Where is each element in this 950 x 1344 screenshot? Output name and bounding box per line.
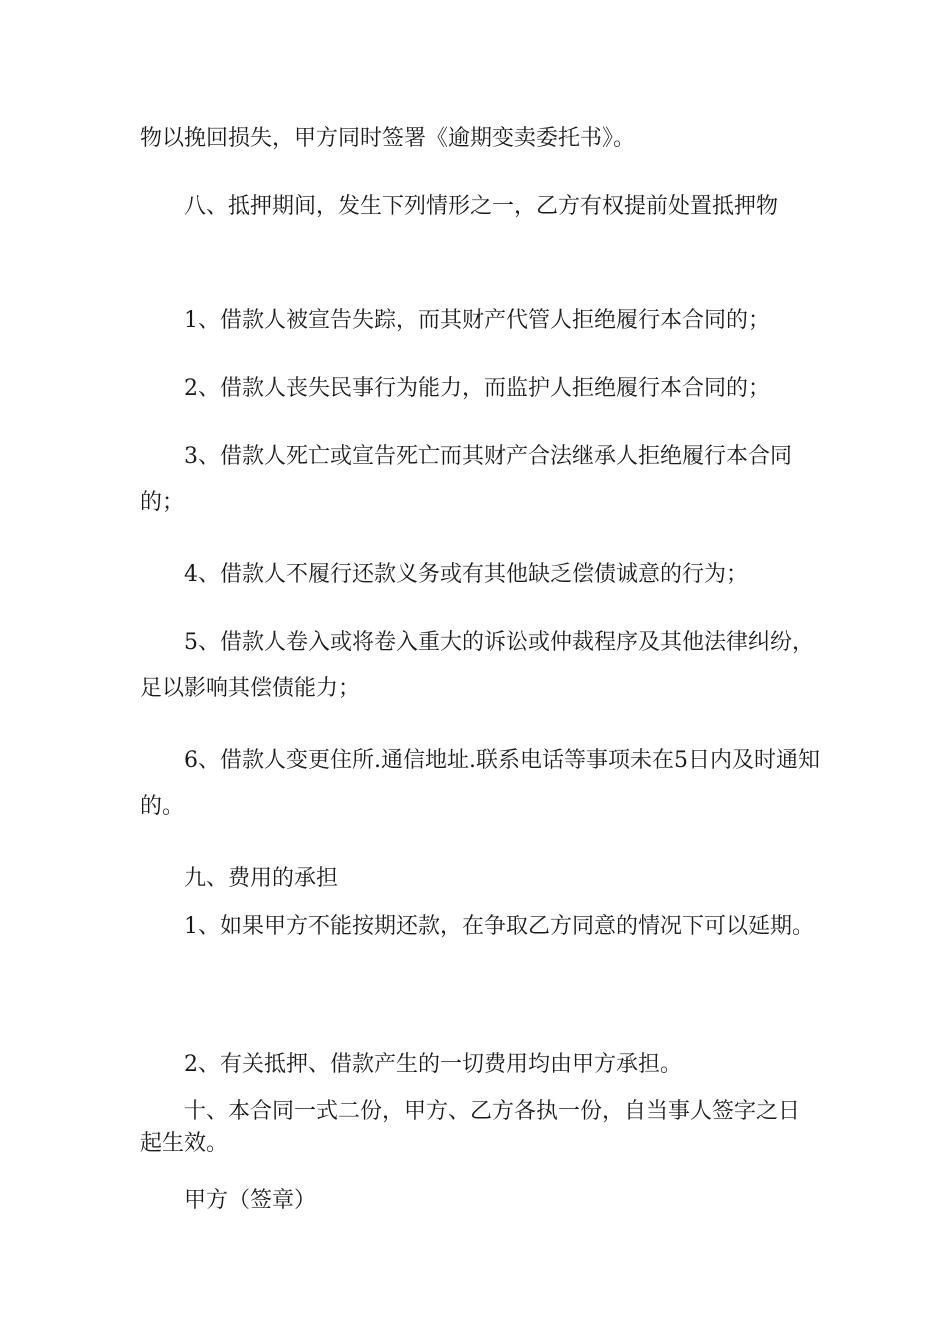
section-8-heading: 八、抵押期间，发生下列情形之一，乙方有权提前处置抵押物	[184, 194, 779, 219]
clause-9-1: 1、如果甲方不能按期还款，在争取乙方同意的情况下可以延期。	[184, 914, 814, 939]
party-a-signature: 甲方（签章）	[184, 1188, 317, 1213]
section-10: 十、本合同一式二份，甲方、乙方各执一份，自当事人签字之日起生效。	[140, 1099, 801, 1156]
clause-8-1: 1、借款人被宣告失踪，而其财产代管人拒绝履行本合同的；	[184, 308, 770, 333]
clause-8-4: 4、借款人不履行还款义务或有其他缺乏偿债诚意的行为；	[184, 562, 748, 587]
paragraph-continuation: 物以挽回损失，甲方同时签署《逾期变卖委托书》。	[140, 126, 636, 151]
clause-8-3: 3、借款人死亡或宣告死亡而其财产合法继承人拒绝履行本合同的；	[140, 444, 792, 515]
clause-8-2: 2、借款人丧失民事行为能力，而监护人拒绝履行本合同的；	[184, 376, 770, 401]
section-9-heading: 九、费用的承担	[184, 866, 339, 891]
clause-8-5: 5、借款人卷入或将卷入重大的诉讼或仲裁程序及其他法律纠纷，足以影响其偿债能力；	[140, 630, 814, 701]
clause-9-2: 2、有关抵押、借款产生的一切费用均由甲方承担。	[184, 1052, 682, 1077]
clause-8-6: 6、借款人变更住所.通信地址.联系电话等事项未在5日内及时通知的。	[140, 748, 820, 819]
